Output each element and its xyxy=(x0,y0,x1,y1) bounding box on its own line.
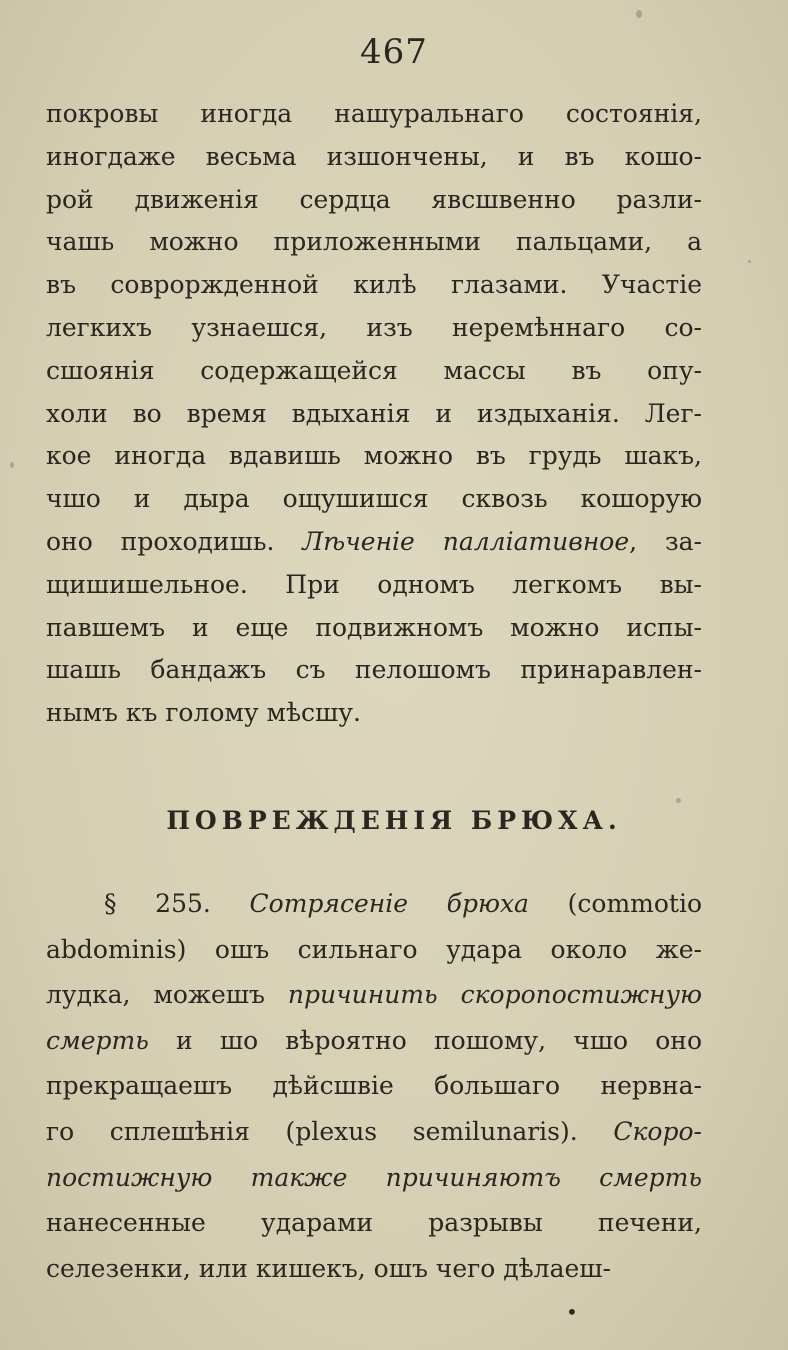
text-line xyxy=(46,227,702,256)
text-run: прекращаешъ дѣйсшвіе большаго нервна- xyxy=(46,1071,702,1101)
italic-text: Лѣченіе паллiативное xyxy=(302,527,630,556)
text-run: селезенки, или кишекъ, ошъ чего дѣлаеш- xyxy=(46,1253,611,1283)
text-line xyxy=(46,613,702,642)
paper-speck xyxy=(748,260,751,263)
footer-mark: • xyxy=(566,1300,578,1324)
paper-speck xyxy=(676,798,681,803)
text-run: павшемъ и еще подвижномъ можно испы- xyxy=(46,612,702,642)
paper-speck xyxy=(636,10,642,18)
text-line xyxy=(46,399,702,428)
text-run: холи во время вдыханія и издыханія. Лег- xyxy=(46,398,702,428)
text-line xyxy=(46,698,702,727)
text-run: рой движенія сердца явсшвенно разли- xyxy=(46,184,702,214)
text-line xyxy=(46,1254,702,1283)
italic-text: причинить скоропостижную xyxy=(287,980,702,1010)
text-run: лудка, можешъ xyxy=(46,980,288,1010)
italic-text: Скоро- xyxy=(613,1117,702,1146)
text-run: чшо и дыра ощушишся сквозь кошорую xyxy=(46,484,702,514)
text-run: оно проходишь. xyxy=(46,527,303,556)
text-run: чашь можно приложенными пальцами, а xyxy=(46,227,702,257)
text-line xyxy=(46,441,702,470)
text-run: легкихъ узнаешся, изъ неремѣннаго со- xyxy=(46,313,702,342)
text-line xyxy=(46,484,702,513)
text-run: нанесенные ударами разрывы печени, xyxy=(46,1208,702,1238)
text-line xyxy=(46,655,702,684)
text-line xyxy=(46,1071,702,1100)
italic-text: Сотрясеніе брюха xyxy=(249,889,529,918)
text-run: иногдаже весьма изшончены, и въ кошо- xyxy=(46,141,702,171)
text-line xyxy=(46,356,702,385)
text-line xyxy=(46,1117,702,1146)
section-heading: ПОВРЕЖДЕНІЯ БРЮХА. xyxy=(166,806,622,835)
text-line xyxy=(46,1163,702,1192)
text-line xyxy=(46,142,702,171)
text-run: го сплешѣнія (plexus semilunaris). xyxy=(46,1117,614,1146)
text-run: (commotio xyxy=(528,889,703,918)
paper-speck xyxy=(10,462,14,468)
text-line xyxy=(46,527,702,556)
page-number: 467 xyxy=(360,32,428,72)
italic-text: смерть xyxy=(46,1025,149,1055)
text-run: сшоянія содержащейся массы въ опу- xyxy=(46,355,702,385)
text-line xyxy=(104,889,702,918)
text-line xyxy=(46,99,702,128)
text-line xyxy=(46,935,702,964)
text-line xyxy=(46,313,702,342)
italic-text: постижную также причиняютъ смерть xyxy=(46,1162,702,1192)
text-run: шашь бандажъ съ пелошомъ принаравлен- xyxy=(46,655,702,685)
text-run: покровы иногда нашуральнаго состоянія, xyxy=(46,99,702,128)
text-run: въ совроржденной килѣ глазами. Участіе xyxy=(46,270,702,300)
text-line xyxy=(46,570,702,599)
text-line xyxy=(46,270,702,299)
text-line xyxy=(46,185,702,214)
text-run: § 255. xyxy=(104,889,250,918)
text-line xyxy=(46,1026,702,1055)
text-run: abdominis) ошъ сильнаго удара около же- xyxy=(46,934,702,964)
text-run: кое иногда вдавишь можно въ грудь шакъ, xyxy=(46,441,702,471)
text-run: щишишельное. При одномъ легкомъ вы- xyxy=(46,569,702,599)
text-line xyxy=(46,1208,702,1237)
text-run: и шо вѣроятно пошому, чшо оно xyxy=(148,1025,702,1055)
text-run: , за- xyxy=(629,527,702,556)
text-run: нымъ къ голому мѣсшу. xyxy=(46,698,361,728)
text-line xyxy=(46,980,702,1009)
